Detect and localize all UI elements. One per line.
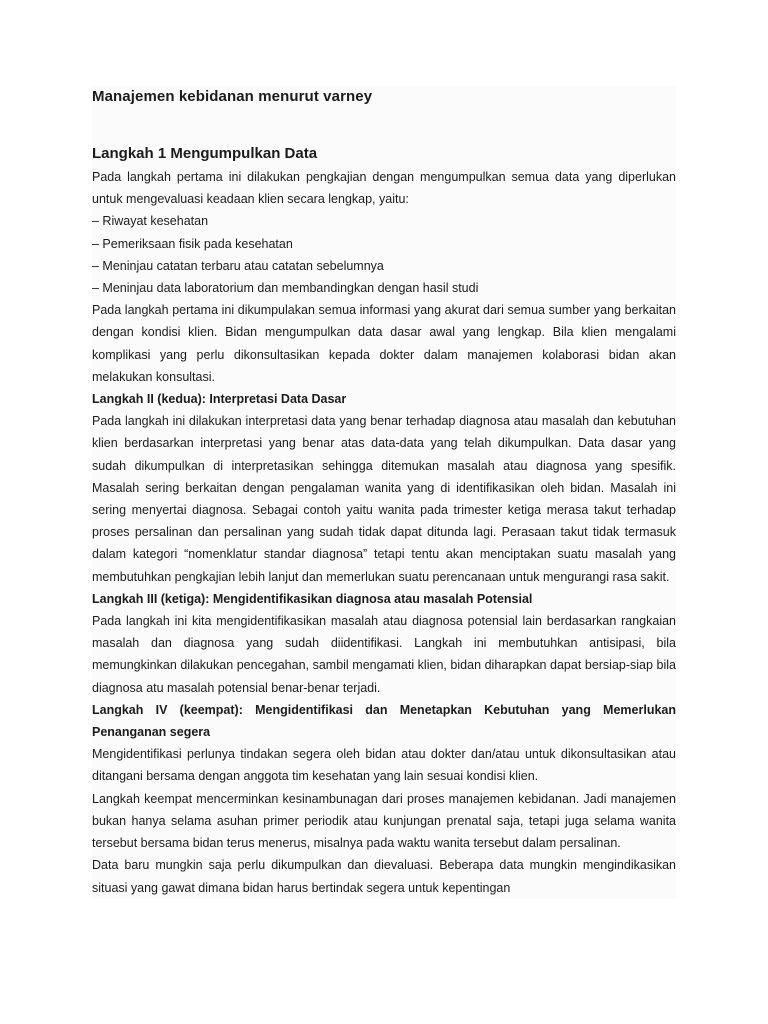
step4-paragraph-2: Langkah keempat mencerminkan kesinambunagan dari proses manajemen kebidanan. Jadi manajemen bukan hanya selama asuhan primer periodik atau kunjungan prenatal saja, tetapi juga selama wanita tersebut bersama bidan terus menerus, misalnya pada waktu wanita tersebut dalam persalinan. <box>92 791 676 851</box>
step3-body: Pada langkah ini kita mengidentifikasikan masalah atau diagnosa potensial lain berdasarkan rangkaian masalah dan diagnosa yang sudah diidentifikasi. Langkah ini membutuhkan antisipasi, bila memungkinkan dilakukan pencegahan, sambil mengamati klien, bidan diharapkan dapat bersiap-siap bila diagnosa atu masalah potensial benar-benar terjadi. <box>92 614 676 695</box>
document-title: Manajemen kebidanan menurut varney <box>92 88 373 105</box>
step1-bullet-2: – Pemeriksaan fisik pada kesehatan <box>92 236 293 251</box>
step1-bullet-4: – Meninjau data laboratorium dan membandingkan dengan hasil studi <box>92 281 479 296</box>
step1-bullet-1: – Riwayat kesehatan <box>92 214 209 229</box>
step1-bullet-3: – Meninjau catatan terbaru atau catatan sebelumnya <box>92 258 384 273</box>
step4-heading: Langkah IV (keempat): Mengidentifikasi dan Menetapkan Kebutuhan yang Memerlukan Penanganan segera <box>92 702 676 740</box>
step1-intro: Pada langkah pertama ini dilakukan pengkajian dengan mengumpulkan semua data yang diperlukan untuk mengevaluasi keadaan klien secara lengkap, yaitu: <box>92 170 676 207</box>
step4-paragraph-1: Mengidentifikasi perlunya tindakan segera oleh bidan atau dokter dan/atau untuk dikonsultasikan atau ditangani bersama dengan anggota tim kesehatan yang lain sesuai kondisi klien. <box>92 747 676 784</box>
step2-heading: Langkah II (kedua): Interpretasi Data Dasar <box>92 392 347 407</box>
document-body <box>92 86 676 899</box>
step1-heading: Langkah 1 Mengumpulkan Data <box>92 145 318 162</box>
step1-body: Pada langkah pertama ini dikumpulakan semua informasi yang akurat dari semua sumber yang berkaitan dengan kondisi klien. Bidan mengumpulkan data dasar awal yang lengkap. Bila klien mengalami komplikasi yang perlu dikonsultasikan kepada dokter dalam manajemen kolaborasi bidan akan melakukan konsultasi. <box>92 303 676 384</box>
step4-paragraph-3: Data baru mungkin saja perlu dikumpulkan dan dievaluasi. Beberapa data mungkin mengindikasikan situasi yang gawat dimana bidan harus bertindak segera untuk kepentingan <box>92 858 676 895</box>
step3-heading: Langkah III (ketiga): Mengidentifikasikan diagnosa atau masalah Potensial <box>92 591 533 606</box>
step2-body: Pada langkah ini dilakukan interpretasi data yang benar terhadap diagnosa atau masalah dan kebutuhan klien berdasarkan interpretasi yang benar atas data-data yang telah dikumpulkan. Data dasar yang sudah dikumpulkan di interpretasikan sehingga ditemukan masalah atau diagnosa yang spesifik. Masalah sering berkaitan dengan pengalaman wanita yang di identifikasikan oleh bidan. Masalah ini sering menyertai diagnosa. Sebagai contoh yaitu wanita pada trimester ketiga merasa takut terhadap proses persalinan dan persalinan yang sudah tidak dapat ditunda lagi. Perasaan takut tidak termasuk dalam kategori “nomenklatur standar diagnosa” tetapi tentu akan menciptakan suatu masalah yang membutuhkan pengkajian lebih lanjut dan memerlukan suatu perencanaan untuk mengurangi rasa sakit. <box>92 414 676 584</box>
